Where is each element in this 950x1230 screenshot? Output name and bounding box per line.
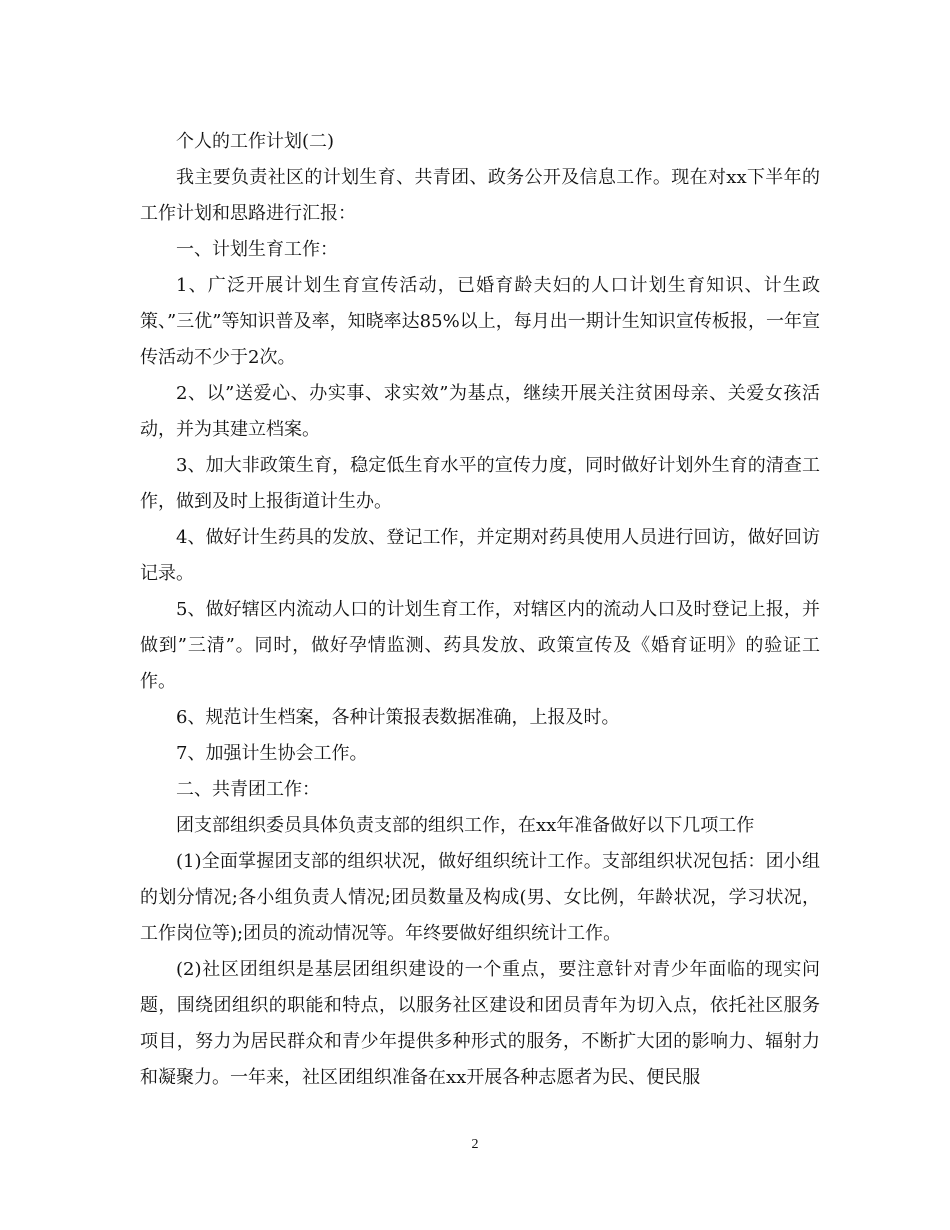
section-heading-youth-league: 二、共青团工作： (176, 779, 320, 800)
youth-league-item-1: (1)全面掌握团支部的组织状况，做好组织统计工作。支部组织状况包括：团小组的划分情况;各小组负责人情况;团员数量及构成(男、女比例，年龄状况，学习状况，工作岗位等);团员的流动情况等。年终要做好组织统计工作。 (140, 851, 820, 944)
section-heading-family-planning: 一、计划生育工作： (176, 239, 338, 260)
paragraph-item-3: 3、加大非政策生育，稳定低生育水平的宣传力度，同时做好计划外生育的清查工作，做到及时上报街道计生办。 (140, 455, 820, 512)
intro-paragraph: 我主要负责社区的计划生育、共青团、政务公开及信息工作。现在对xx下半年的工作计划和思路进行汇报： (140, 167, 820, 224)
document-body (140, 124, 820, 1096)
paragraph-item-2: 2、以”送爱心、办实事、求实效”为基点，继续开展关注贫困母亲、关爱女孩活动，并为其建立档案。 (140, 383, 820, 440)
paragraph-item-7: 7、加强计生协会工作。 (176, 743, 368, 764)
paragraph-item-6: 6、规范计生档案，各种计策报表数据准确，上报及时。 (176, 707, 620, 728)
paragraph-item-4: 4、做好计生药具的发放、登记工作，并定期对药具使用人员进行回访，做好回访记录。 (140, 527, 820, 584)
document-title: 个人的工作计划(二) (176, 131, 335, 152)
youth-league-intro-paragraph: 团支部组织委员具体负责支部的组织工作，在xx年准备做好以下几项工作 (176, 815, 755, 836)
paragraph-item-1: 1、广泛开展计划生育宣传活动，已婚育龄夫妇的人口计划生育知识、计生政策、”三优”等知识普及率，知晓率达85%以上，每月出一期计生知识宣传板报，一年宣传活动不少于2次。 (140, 275, 820, 368)
paragraph-item-5: 5、做好辖区内流动人口的计划生育工作，对辖区内的流动人口及时登记上报，并做到”三清”。同时，做好孕情监测、药具发放、政策宣传及《婚育证明》的验证工作。 (140, 599, 820, 692)
page-number: 2 (471, 1137, 479, 1152)
youth-league-item-2: (2)社区团组织是基层团组织建设的一个重点，要注意针对青少年面临的现实问题，围绕团组织的职能和特点，以服务社区建设和团员青年为切入点，依托社区服务项目，努力为居民群众和青少年提供多种形式的服务，不断扩大团的影响力、辐射力和凝聚力。一年来，社区团组织准备在xx开展各种志愿者为民、便民服 (140, 959, 820, 1088)
